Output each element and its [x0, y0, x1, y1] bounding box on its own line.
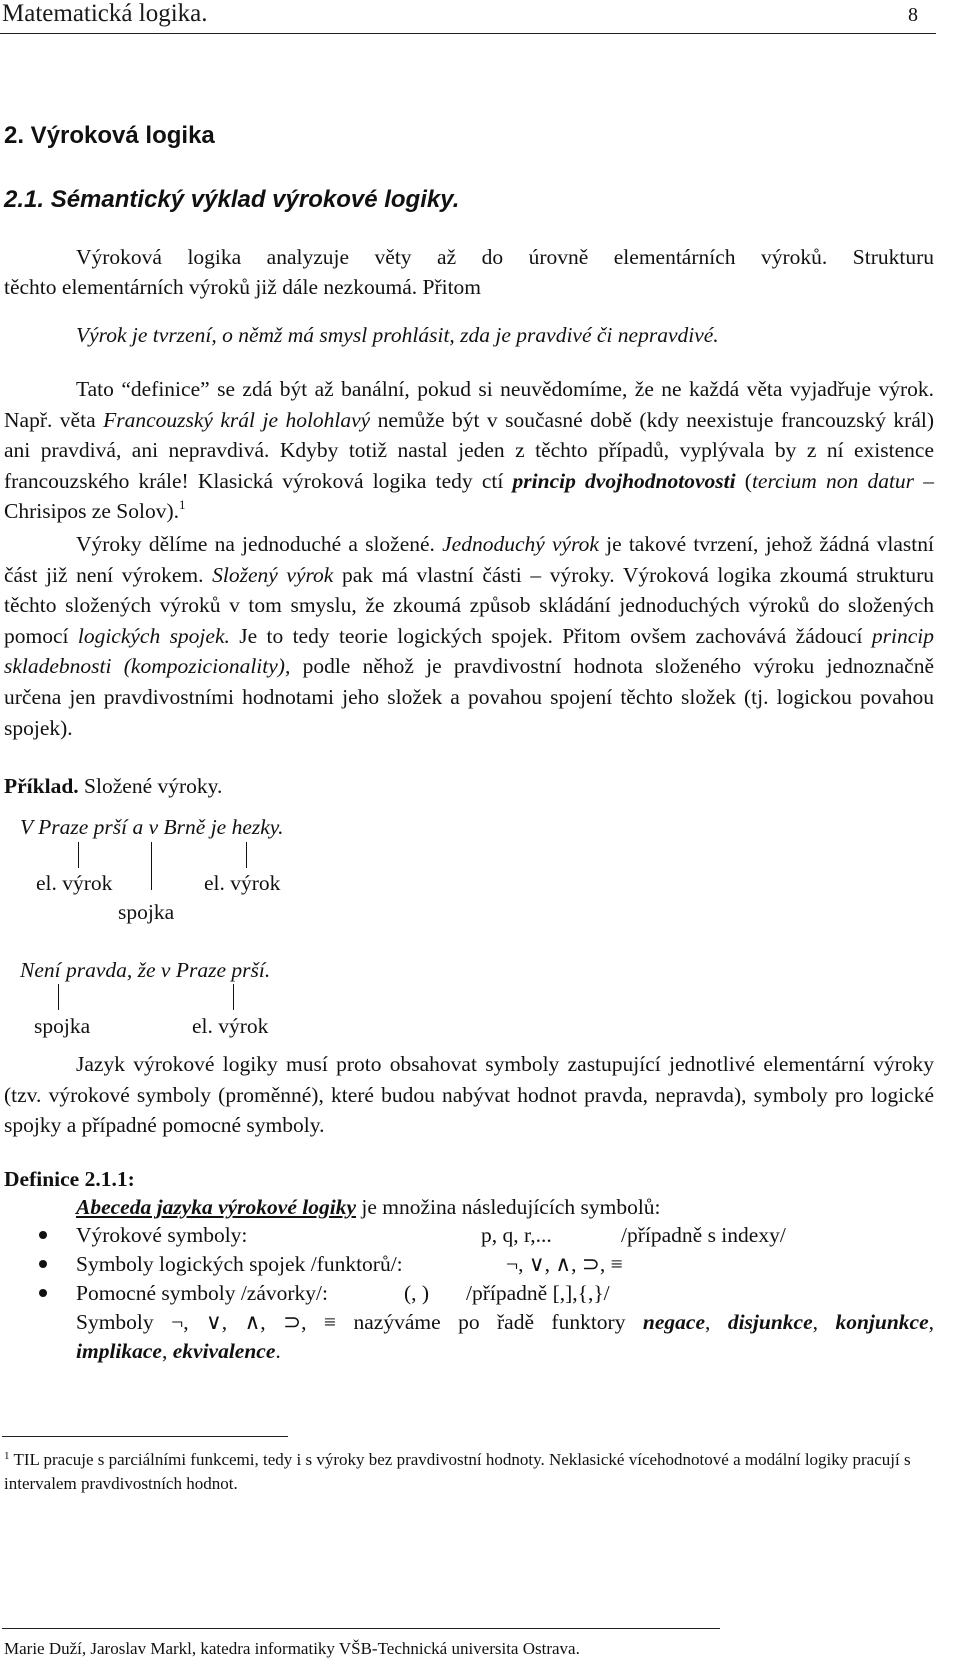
header-title: Matematická logika.: [2, 0, 208, 27]
p2-latin: tercium non datur: [751, 468, 915, 493]
term-disjunkce: disjunkce: [727, 1310, 813, 1334]
p2-example-sentence: Francouzský král je holohlavý: [103, 407, 371, 432]
proposition-definition: Výrok je tvrzení, o němž má smysl prohlásit, zda je pravdivé či nepravdivé.: [76, 323, 719, 347]
p2-text-c: nemůže být v současné době (kdy neexistuje francouzský král) ani pravdivá, ani nepravdivá. Kdyby totiž nastal jeden z těchto případů, vyplývala by z ní existence francouzského krále! Klasická výroková logika tedy ctí: [4, 407, 934, 493]
paragraph-simple-compound: [4, 529, 934, 743]
example-1-left-label: el. výrok: [36, 871, 113, 895]
definition-closing-line: [76, 1307, 934, 1338]
example-label: [4, 771, 222, 802]
list-item-symbols: ¬, ∨, ∧, ⊃, ≡: [506, 1252, 623, 1276]
closing-text: Symboly ¬, ∨, ∧, ⊃, ≡ nazýváme po řadě funktory: [76, 1310, 643, 1334]
separator: ,: [812, 1310, 836, 1334]
list-item-note: /případně [,],{,}/: [466, 1281, 610, 1305]
parse-bar: [151, 842, 152, 890]
intro-line-1: Výroková logika analyzuje věty až do úrovně elementárních výroků. Strukturu: [76, 245, 934, 269]
separator: ,: [928, 1310, 935, 1334]
p2-principle: princip dvojhodnotovosti: [512, 468, 736, 493]
p3-text-a: Výroky dělíme na jednoduché a složené.: [76, 532, 443, 556]
definition-lead-rest: je množina následujících symbolů:: [356, 1195, 661, 1219]
p3-simple-term: Jednoduchý výrok: [442, 532, 599, 556]
p3-text-c: je takové tvrzení, jehož žádná vlastní část již není výrokem.: [4, 532, 934, 587]
list-item-label: Výrokové symboly:: [76, 1223, 248, 1247]
p3-text-i: podle něhož je pravdivostní hodnota složeného výroku jednoznačně určena jen pravdivostními hodnotami jeho složek a povahou spojení těchto složek (tj. logickou povahou spojek).: [4, 654, 934, 740]
term-ekvivalence: ekvivalence: [172, 1339, 276, 1363]
separator: ,: [705, 1310, 728, 1334]
p2-text-g: – Chrisipos ze Solov).: [4, 468, 935, 524]
example-2-right-label: el. výrok: [192, 1014, 269, 1038]
parse-bar: [233, 984, 234, 1010]
parse-bar: [58, 984, 59, 1010]
p3-text-g: Je to tedy teorie logických spojek. Přitom ovšem zachovává žádoucí: [229, 623, 872, 648]
paragraph-definition-remark: [4, 374, 934, 527]
parse-bar: [78, 842, 79, 868]
term-implikace: implikace: [76, 1339, 162, 1363]
footnote-mark: 1: [4, 1450, 10, 1462]
term-konjunkce: konjunkce: [835, 1310, 929, 1334]
definition-title: Definice 2.1.1:: [4, 1167, 135, 1191]
example-label-bold: Příklad.: [4, 774, 79, 798]
separator: .: [275, 1339, 281, 1363]
example-label-rest: Složené výroky.: [78, 774, 223, 798]
p3-connectives-term: logických spojek.: [77, 623, 230, 648]
footer-rule: [2, 1628, 720, 1629]
list-item-symbols: p, q, r,...: [481, 1223, 552, 1247]
definition-term: Abeceda jazyka výrokové logiky: [76, 1195, 357, 1219]
intro-line-2: těchto elementárních výroků již dále nezkoumá. Přitom: [4, 275, 482, 299]
bullet: [39, 1231, 47, 1239]
bullet: [39, 1260, 47, 1268]
footnote-rule: [2, 1436, 288, 1437]
bullet: [39, 1289, 47, 1297]
paragraph-language: Jazyk výrokové logiky musí proto obsahovat symboly zastupující jednotlivé elementární výroky (tzv. výrokové symboly (proměnné), které budou nabývat hodnot pravda, nepravda), symboly pro logické spojky a případné pomocné symboly.: [4, 1052, 934, 1138]
list-item-label: Pomocné symboly /závorky/:: [76, 1281, 328, 1305]
list-item-symbols: (, ): [404, 1281, 430, 1305]
footer-text: Marie Duží, Jaroslav Markl, katedra informatiky VŠB-Technická universita Ostrava.: [4, 1639, 580, 1658]
example-1-right-label: el. výrok: [204, 871, 281, 895]
separator: ,: [161, 1339, 173, 1363]
section-heading: 2. Výroková logika: [4, 122, 215, 149]
p2-text-e: (: [735, 468, 752, 493]
p2-text-a: Tato “definice” se zdá být až banální, pokud si neuvědomíme, že ne každá věta vyjadřuje výrok. Např. věta: [4, 377, 934, 432]
example-sentence-1: V Praze prší a v Brně je hezky.: [20, 815, 284, 839]
list-item-note: /případně s indexy/: [621, 1223, 786, 1247]
term-negace: negace: [642, 1310, 705, 1334]
page-number: 8: [908, 4, 918, 26]
example-2-left-label: spojka: [34, 1014, 91, 1038]
footnote: [4, 1448, 934, 1496]
list-item-label: Symboly logických spojek /funktorů/:: [76, 1252, 403, 1276]
p3-compositionality-term: princip skladebnosti (kompozicionality),: [4, 623, 934, 679]
footnote-text: TIL pracuje s parciálními funkcemi, tedy i s výroky bez pravdivostní hodnoty. Neklasické vícehodnotové a modální logiky pracují s intervalem pravdivostních hodnot.: [4, 1450, 911, 1493]
example-1-connective-label: spojka: [118, 900, 175, 924]
header-rule: [0, 33, 936, 34]
example-sentence-2: Není pravda, že v Praze prší.: [20, 958, 271, 982]
definition-lead: [76, 1192, 661, 1223]
p3-text-e: pak má vlastní části – výroky. Výroková logika zkoumá strukturu těchto složených výroků v tom smyslu, že zkoumá způsob skládání jednoduchých výroků do složených pomocí: [4, 562, 935, 648]
p3-compound-term: Složený výrok: [212, 562, 334, 587]
parse-bar: [246, 842, 247, 868]
definition-closing-line-2: [76, 1336, 281, 1367]
subsection-heading: 2.1. Sémantický výklad výrokové logiky.: [4, 186, 460, 213]
footnote-ref: 1: [178, 497, 186, 513]
